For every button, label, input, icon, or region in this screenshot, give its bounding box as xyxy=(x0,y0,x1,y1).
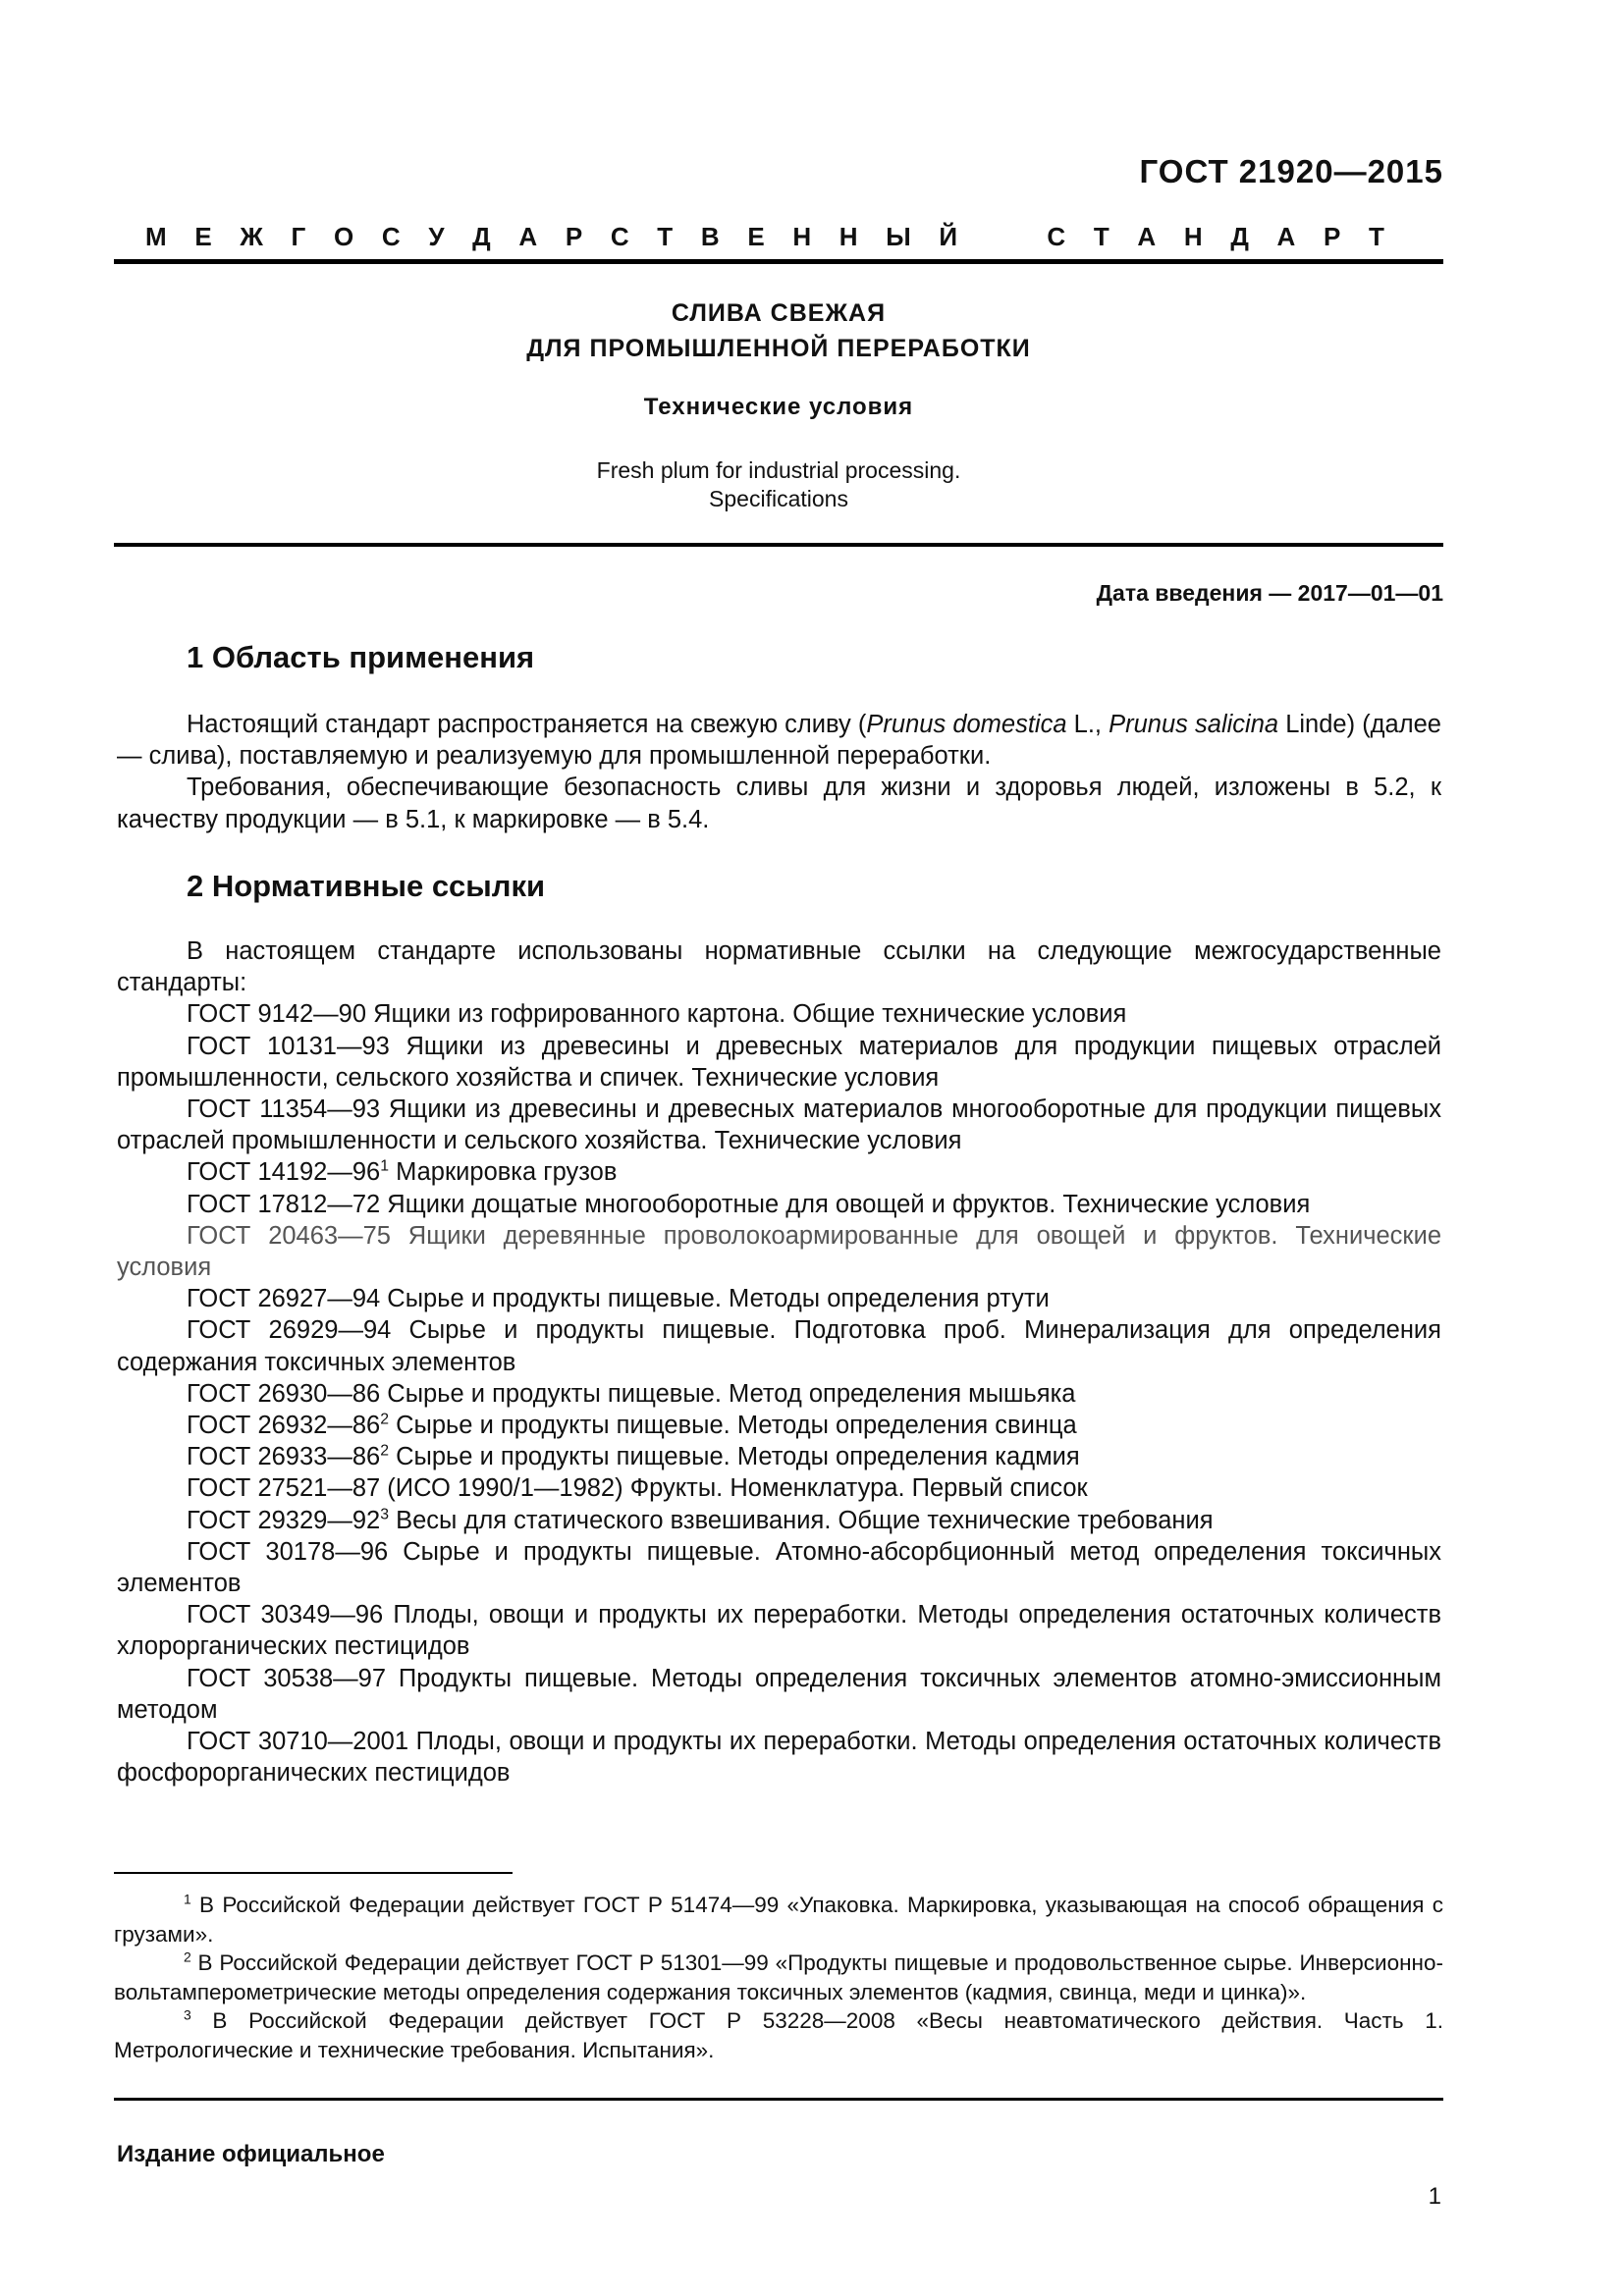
reference-item: ГОСТ 30710—2001 Плоды, овощи и продукты их переработки. Методы определения остаточных количеств фосфорорганических пестицидов xyxy=(117,1728,1441,1788)
scope-text: Linde) (далее — слива), поставляемую и реализуемую для промышленной переработки. xyxy=(117,711,1441,771)
banner-letter: Й xyxy=(939,222,958,251)
footnote-mark: 2 xyxy=(380,1442,390,1460)
reference-item xyxy=(117,1410,1441,1441)
reference-item: ГОСТ 17812—72 Ящики дощатые многооборотные для овощей и фруктов. Технические условия xyxy=(187,1190,1311,1218)
reference-item: ГОСТ 20463—75 Ящики деревянные проволокоармированные для овощей и фруктов. Технические условия xyxy=(117,1221,1441,1282)
reference-item: ГОСТ 30349—96 Плоды, овощи и продукты их переработки. Методы определения остаточных количеств хлорорганических пестицидов xyxy=(117,1601,1441,1661)
banner-letter: С xyxy=(1047,222,1066,251)
reference-item: ГОСТ 26929—94 Сырье и продукты пищевые. Подготовка проб. Минерализация для определения содержания токсичных элементов xyxy=(117,1316,1441,1376)
footer-rule xyxy=(114,2098,1443,2101)
reference-code: ГОСТ 14192—96 xyxy=(187,1158,381,1187)
section-2-heading: 2 Нормативные ссылки xyxy=(187,869,546,903)
english-title-line-1: Fresh plum for industrial processing. xyxy=(596,457,961,483)
title-rule xyxy=(114,543,1443,547)
banner-letter: Н xyxy=(839,222,858,251)
requirements-paragraph: Требования, обеспечивающие безопасность сливы для жизни и здоровья людей, изложены в 5.2, к качеству продукции — в 5.1, к маркировке — в 5.4. xyxy=(117,774,1441,833)
footnote-mark: 3 xyxy=(184,2006,191,2023)
banner-letter: С xyxy=(610,222,629,251)
banner-letter: Е xyxy=(194,222,212,251)
banner-letter: В xyxy=(700,222,720,251)
banner-word-gap xyxy=(986,222,1019,252)
banner-letter: М xyxy=(145,222,167,251)
english-title-line-2: Specifications xyxy=(709,486,848,511)
reference-item: ГОСТ 9142—90 Ящики из гофрированного картона. Общие технические условия xyxy=(187,1000,1127,1029)
footnote xyxy=(114,1949,1443,2006)
banner-letter: Т xyxy=(1093,222,1109,251)
official-edition-label: Издание официальное xyxy=(117,2141,385,2167)
banner-letter: Т xyxy=(1369,222,1384,251)
footnote-mark: 2 xyxy=(184,1949,191,1965)
footnote-mark: 2 xyxy=(380,1411,390,1428)
reference-code: ГОСТ 26932—86 xyxy=(187,1412,381,1440)
scope-paragraph xyxy=(117,709,1441,772)
reference-title: Маркировка грузов xyxy=(389,1158,618,1187)
footnote-text: В Российской Федерации действует ГОСТ Р 51474—99 «Упаковка. Маркировка, указывающая на способ обращения с грузами». xyxy=(114,1893,1443,1947)
banner-letter: А xyxy=(1137,222,1157,251)
reference-code: ГОСТ 26933—86 xyxy=(187,1443,381,1471)
references-intro: В настоящем стандарте использованы нормативные ссылки на следующие межгосударственные стандарты: xyxy=(117,937,1441,997)
title-line-1: СЛИВА СВЕЖАЯ xyxy=(671,299,887,327)
banner-letter: Р xyxy=(565,222,583,251)
interstate-standard-banner xyxy=(145,222,1384,252)
section-1-heading: 1 Область применения xyxy=(187,640,535,674)
section-2-body xyxy=(117,935,1441,1789)
footnote-mark: 1 xyxy=(184,1891,191,1907)
species-name: Prunus domestica xyxy=(866,711,1067,738)
header-rule xyxy=(114,259,1443,264)
introduction-date: Дата введения — 2017—01—01 xyxy=(1096,580,1443,606)
banner-letter: Р xyxy=(1323,222,1341,251)
reference-title: Весы для статического взвешивания. Общие технические требования xyxy=(389,1506,1214,1534)
footnote-mark: 3 xyxy=(380,1506,390,1523)
banner-letter: У xyxy=(428,222,445,251)
footnote-text: В Российской Федерации действует ГОСТ Р 51301—99 «Продукты пищевые и продовольственное сырье. Инверсионно-вольтамперометрические методы определения содержания токсичных элементов (кадмия, свинца, меди и цинка)». xyxy=(114,1950,1443,2004)
banner-letter: О xyxy=(333,222,354,251)
reference-code: ГОСТ 29329—92 xyxy=(187,1506,381,1534)
standard-number: ГОСТ 21920—2015 xyxy=(1139,153,1443,189)
reference-item: ГОСТ 27521—87 (ИСО 1990/1—1982) Фрукты. Номенклатура. Первый список xyxy=(187,1474,1088,1503)
reference-item: ГОСТ 26927—94 Сырье и продукты пищевые. Методы определения ртути xyxy=(187,1285,1050,1313)
banner-letter: Т xyxy=(657,222,674,251)
reference-item: ГОСТ 26930—86 Сырье и продукты пищевые. Метод определения мышьяка xyxy=(187,1379,1076,1408)
banner-letter: Н xyxy=(792,222,812,251)
banner-letter: Ж xyxy=(240,222,263,251)
reference-item: ГОСТ 30538—97 Продукты пищевые. Методы определения токсичных элементов атомно-эмиссионным методом xyxy=(117,1664,1441,1724)
reference-item xyxy=(117,1441,1441,1472)
reference-item: ГОСТ 30178—96 Сырье и продукты пищевые. Атомно-абсорбционный метод определения токсичных элементов xyxy=(117,1537,1441,1598)
scope-text: Настоящий стандарт распространяется на свежую сливу ( xyxy=(187,711,867,738)
reference-item xyxy=(117,1505,1441,1536)
reference-item xyxy=(117,1156,1441,1188)
footnote xyxy=(114,2006,1443,2064)
banner-letter: Г xyxy=(291,222,306,251)
footnote-text: В Российской Федерации действует ГОСТ Р 53228—2008 «Весы неавтоматического действия. Часть 1. Метрологические и технические требования. Испытания». xyxy=(114,2008,1443,2062)
title-line-2: ДЛЯ ПРОМЫШЛЕННОЙ ПЕРЕРАБОТКИ xyxy=(526,335,1031,362)
reference-title: Сырье и продукты пищевые. Методы определения кадмия xyxy=(389,1443,1080,1471)
banner-letter: А xyxy=(1276,222,1296,251)
species-name: Prunus salicina xyxy=(1109,711,1279,738)
section-1-body xyxy=(117,709,1441,835)
page-number: 1 xyxy=(1428,2183,1441,2210)
banner-letter: Н xyxy=(1183,222,1203,251)
banner-letter: Ы xyxy=(886,222,911,251)
document-subtitle: Технические условия xyxy=(643,394,914,420)
reference-title: Сырье и продукты пищевые. Методы определения свинца xyxy=(389,1412,1077,1440)
footnote-mark: 1 xyxy=(380,1157,390,1175)
banner-letter: Д xyxy=(472,222,491,251)
banner-letter: Д xyxy=(1230,222,1249,251)
banner-letter: А xyxy=(518,222,538,251)
scope-text: L., xyxy=(1066,711,1109,738)
footnote xyxy=(114,1891,1443,1949)
reference-item: ГОСТ 10131—93 Ящики из древесины и древесных материалов для продукции пищевых отраслей промышленности, сельского хозяйства и спичек. Технические условия xyxy=(117,1032,1441,1092)
reference-item: ГОСТ 11354—93 Ящики из древесины и древесных материалов многооборотные для продукции пищевых отраслей промышленности и сельского хозяйства. Технические условия xyxy=(117,1095,1441,1155)
banner-letter: Е xyxy=(747,222,765,251)
banner-letter: С xyxy=(381,222,401,251)
footnotes xyxy=(114,1891,1443,2064)
footnote-separator xyxy=(114,1872,513,1874)
